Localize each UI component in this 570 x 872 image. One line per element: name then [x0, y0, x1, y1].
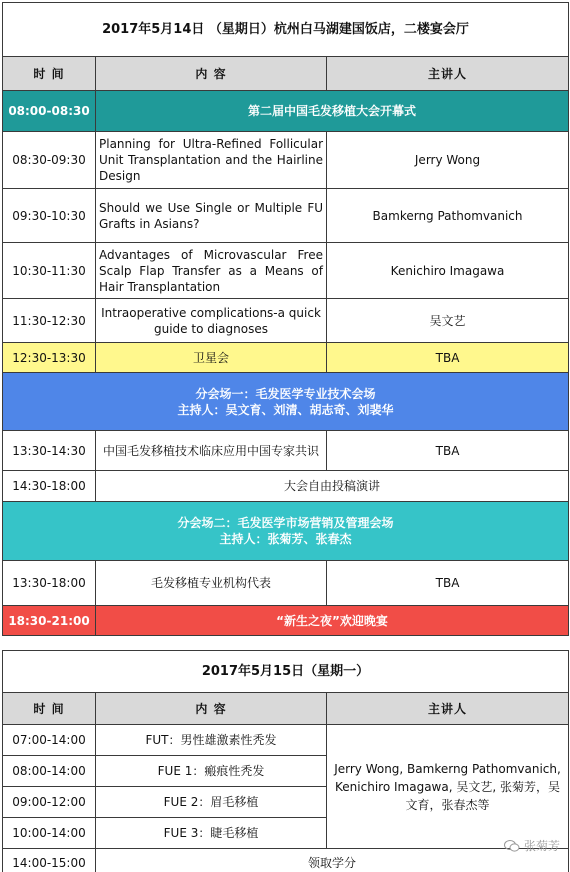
- satellite-content: 卫星会: [96, 343, 327, 373]
- table-row: [3, 471, 569, 502]
- session-content: FUE 2：眉毛移植: [96, 787, 327, 818]
- opening-time: 08:00-08:30: [3, 91, 96, 132]
- satellite-speaker: TBA: [327, 343, 569, 373]
- table-row: [3, 132, 569, 189]
- talk-speaker: Bamkerng Pathomvanich: [327, 189, 569, 243]
- wechat-icon: [504, 839, 520, 853]
- table-row: [3, 561, 569, 606]
- session2-banner: [3, 502, 569, 561]
- free-talk-content: 大会自由投稿演讲: [96, 471, 569, 502]
- session2-banner-row: [3, 502, 569, 561]
- talk-time: 11:30-12:30: [3, 299, 96, 343]
- header-speaker: 主讲人: [327, 693, 569, 725]
- header-content: 内 容: [96, 57, 327, 91]
- day1-title: 2017年5月14日 （星期日）杭州白马湖建国饭店，二楼宴会厅: [3, 3, 569, 57]
- table-row: [3, 431, 569, 471]
- session1-hosts: 主持人：吴文育、刘清、胡志奇、刘裴华: [177, 402, 394, 417]
- day1-schedule-table: [2, 2, 569, 636]
- session1-title: 分会场一：毛发医学专业技术会场: [195, 386, 376, 401]
- gala-row: [3, 606, 569, 636]
- talk-content: Advantages of Microvascular Free Scalp Flap Transfer as a Means of Hair Transplantation: [96, 243, 327, 299]
- session-content: FUE 1：瘢痕性秃发: [96, 756, 327, 787]
- table-row: [3, 299, 569, 343]
- gala-content: “新生之夜”欢迎晚宴: [96, 606, 569, 636]
- day2-schedule-table: [2, 650, 569, 872]
- talk-content: Intraoperative complications-a quick guide to diagnoses: [96, 299, 327, 343]
- session1-banner-row: [3, 373, 569, 431]
- talk-content: 毛发移植专业机构代表: [96, 561, 327, 606]
- day2-header-row: [3, 693, 569, 725]
- table-row: [3, 189, 569, 243]
- header-content: 内 容: [96, 693, 327, 725]
- opening-content: 第二届中国毛发移植大会开幕式: [96, 91, 569, 132]
- table-row: [3, 243, 569, 299]
- talk-speaker: 吴文艺: [327, 299, 569, 343]
- header-time: 时 间: [3, 693, 96, 725]
- table-row: [3, 725, 569, 756]
- talk-content: Planning for Ultra-Refined Follicular Unit Transplantation and the Hairline Design: [96, 132, 327, 189]
- session-time: 10:00-14:00: [3, 818, 96, 849]
- session-content: FUE 3：睫毛移植: [96, 818, 327, 849]
- session2-title: 分会场二：毛发医学市场营销及管理会场: [177, 516, 394, 530]
- opening-row: [3, 91, 569, 132]
- session-time: 08:00-14:00: [3, 756, 96, 787]
- talk-content: 中国毛发移植技术临床应用中国专家共识: [96, 431, 327, 471]
- talk-time: 13:30-14:30: [3, 431, 96, 471]
- day2-speakers: Jerry Wong, Bamkerng Pathomvanich, Kenichiro Imagawa, 吴文艺, 张菊芳，吴文育，张春杰等: [327, 725, 569, 849]
- watermark: [504, 837, 560, 854]
- talk-time: 13:30-18:00: [3, 561, 96, 606]
- talk-time: 09:30-10:30: [3, 189, 96, 243]
- talk-speaker: Jerry Wong: [327, 132, 569, 189]
- header-speaker: 主讲人: [327, 57, 569, 91]
- free-talk-time: 14:30-18:00: [3, 471, 96, 502]
- table-row: [3, 849, 569, 872]
- talk-content: Should we Use Single or Multiple FU Grafts in Asians?: [96, 189, 327, 243]
- header-time: 时 间: [3, 57, 96, 91]
- talk-speaker: Kenichiro Imagawa: [327, 243, 569, 299]
- credit-content: 领取学分: [96, 849, 569, 872]
- day2-title: 2017年5月15日（星期一）: [3, 651, 569, 693]
- day1-header-row: [3, 57, 569, 91]
- session-time: 09:00-12:00: [3, 787, 96, 818]
- talk-speaker: TBA: [327, 431, 569, 471]
- credit-time: 14:00-15:00: [3, 849, 96, 872]
- talk-time: 10:30-11:30: [3, 243, 96, 299]
- session1-banner: [3, 373, 569, 431]
- talk-speaker: TBA: [327, 561, 569, 606]
- session-time: 07:00-14:00: [3, 725, 96, 756]
- session-content: FUT：男性雄激素性秃发: [96, 725, 327, 756]
- session2-hosts: 主持人：张菊芳、张春杰: [219, 532, 352, 546]
- watermark-text: 张菊芳: [523, 839, 560, 853]
- talk-time: 08:30-09:30: [3, 132, 96, 189]
- gala-time: 18:30-21:00: [3, 606, 96, 636]
- satellite-time: 12:30-13:30: [3, 343, 96, 373]
- satellite-row: [3, 343, 569, 373]
